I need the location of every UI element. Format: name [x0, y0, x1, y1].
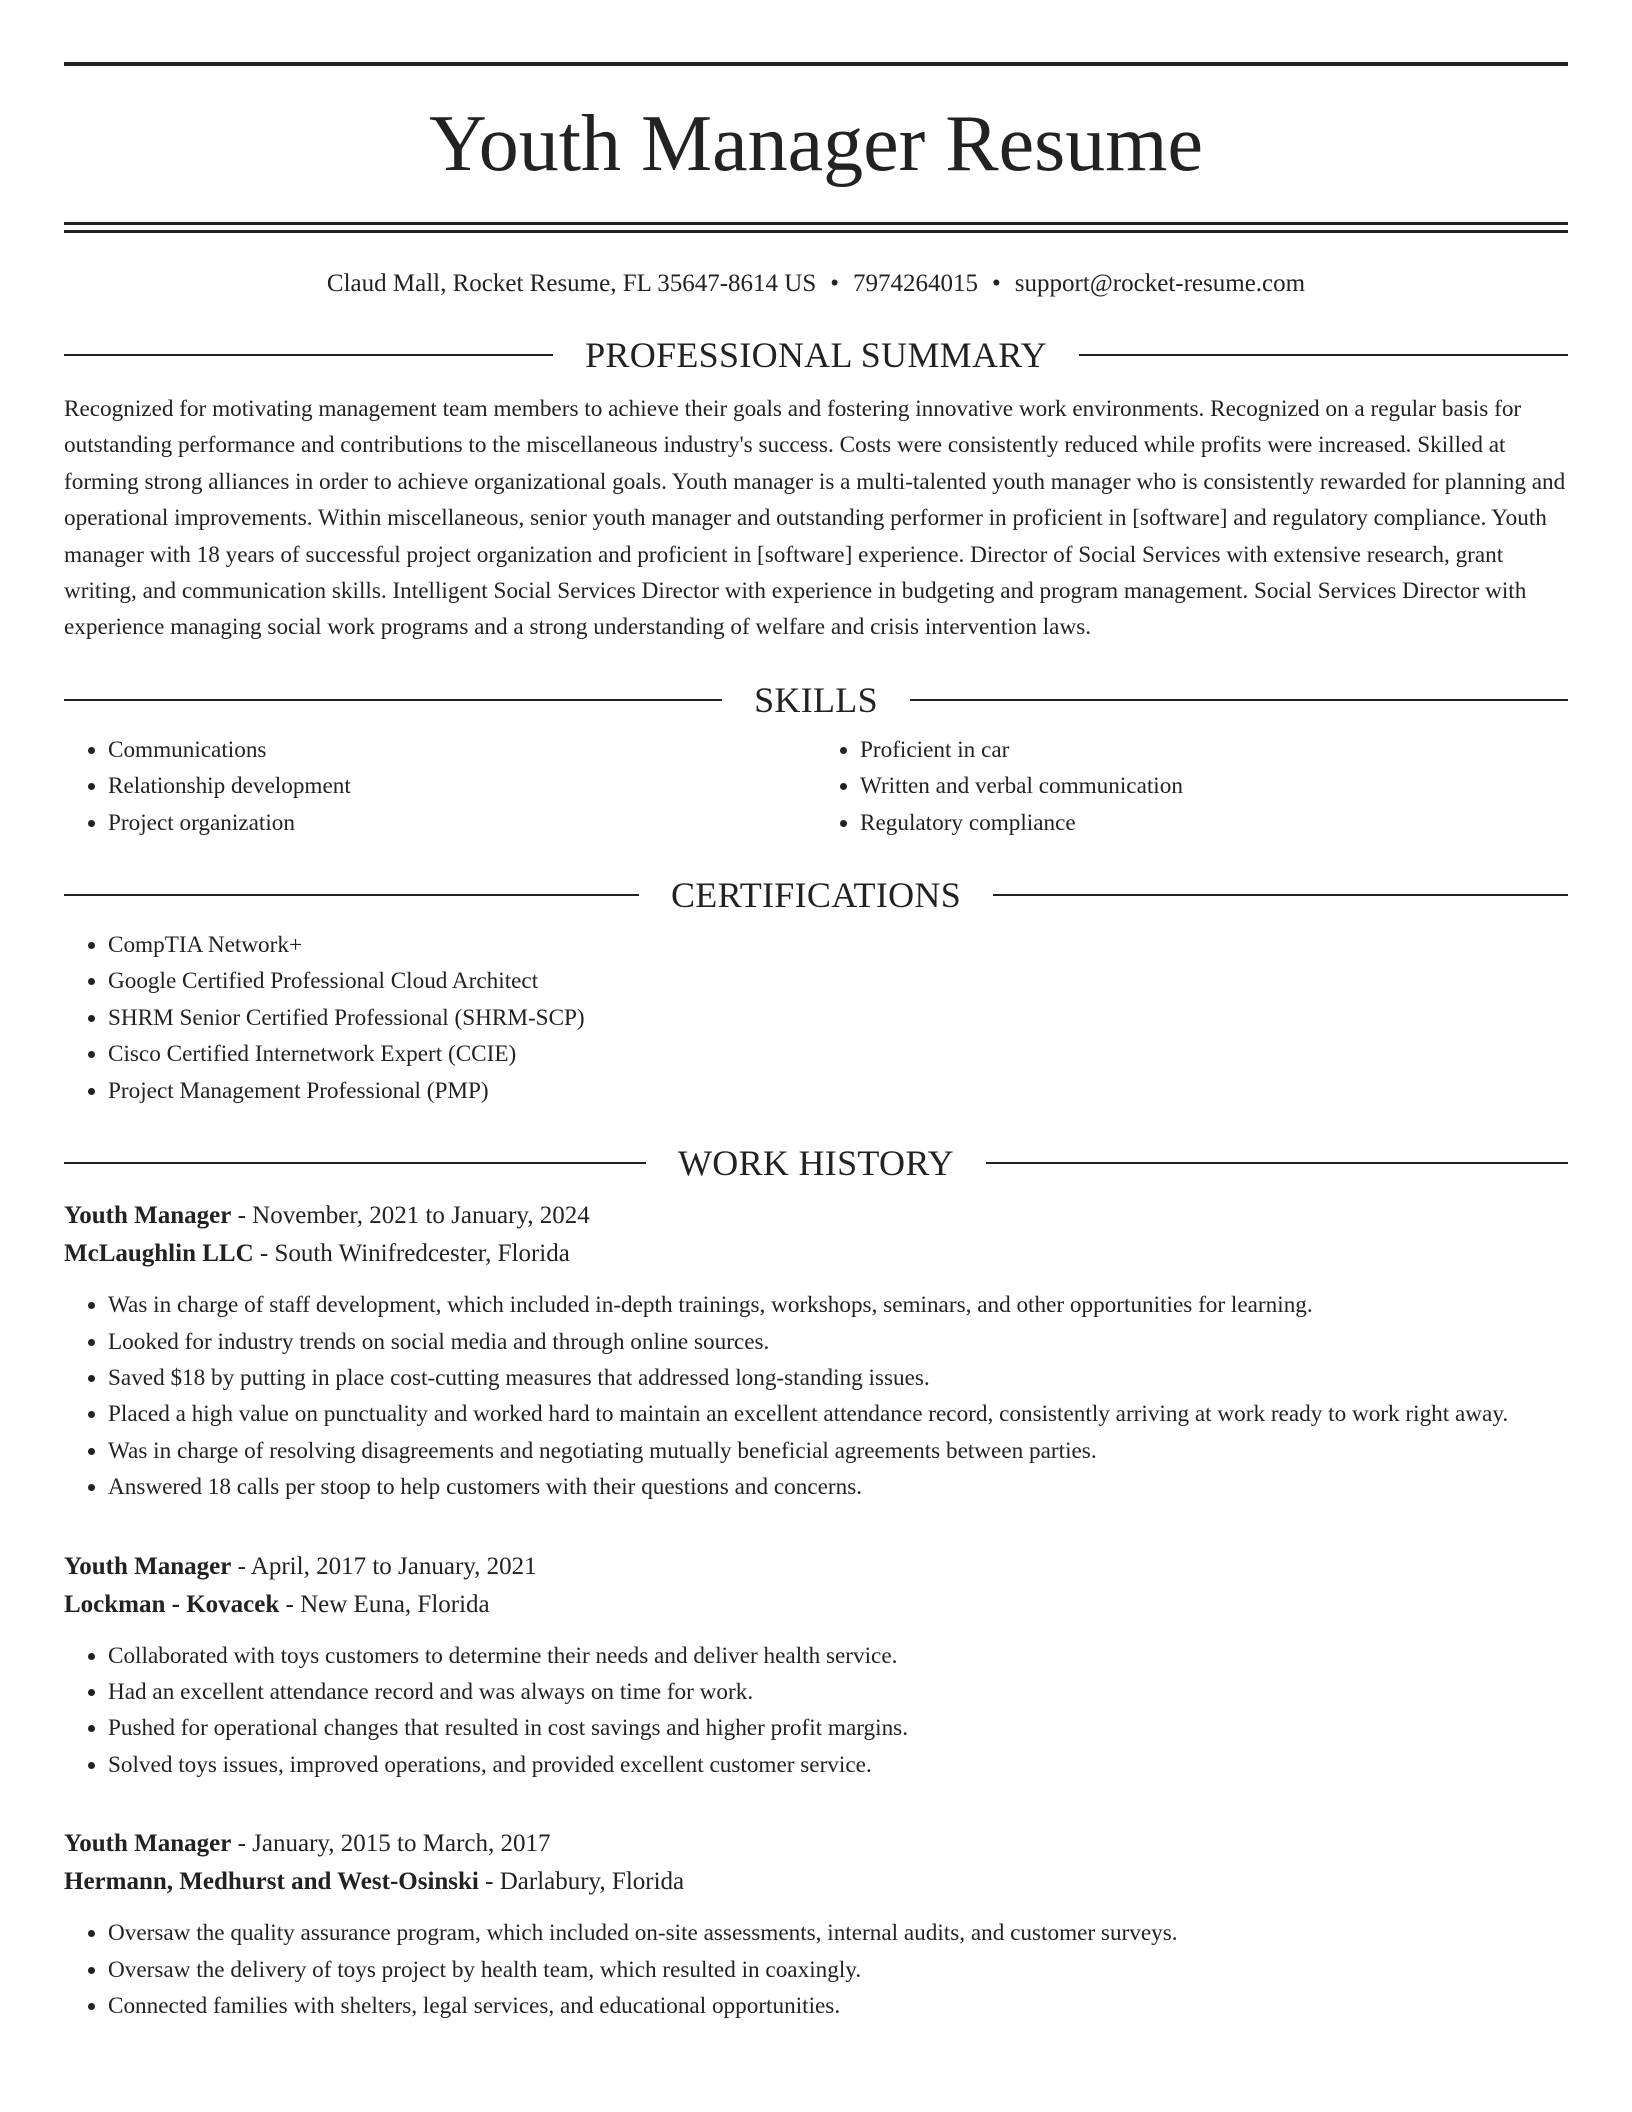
certification-item: • SHRM Senior Certified Professional (SHRM-SCP) — [108, 1000, 1568, 1036]
heading-rule-right — [910, 699, 1568, 701]
skills-list-right — [816, 732, 1568, 841]
job-company-line — [64, 1235, 1568, 1273]
work-history-heading-label: WORK HISTORY — [678, 1143, 954, 1184]
contact-separator: • — [992, 270, 1001, 297]
job-bullets — [64, 1287, 1568, 1505]
job-company: Hermann, Medhurst and West-Osinski — [64, 1868, 479, 1896]
contact-email: support@rocket-resume.com — [1014, 270, 1306, 297]
job-bullet: • Placed a high value on punctuality and worked hard to maintain an excellent attendance record, consistently arriving at work ready to work right away. — [108, 1396, 1568, 1432]
title-double-rule — [64, 222, 1568, 233]
job-title: Youth Manager — [64, 1830, 232, 1858]
job-bullet: • Collaborated with toys customers to determine their needs and deliver health service. — [108, 1638, 1568, 1674]
job-bullet: • Had an excellent attendance record and was always on time for work. — [108, 1674, 1568, 1710]
skill-item: • Regulatory compliance — [860, 805, 1568, 841]
job-location: - Darlabury, Florida — [478, 1868, 685, 1896]
job-title-line — [64, 1548, 1568, 1586]
job-company: Lockman - Kovacek — [64, 1590, 280, 1618]
heading-rule-left — [64, 699, 722, 701]
skill-item: • Project organization — [108, 805, 816, 841]
summary-text: Recognized for motivating management team members to achieve their goals and fostering innovative work environments. Recognized on a regular basis for outstanding performance and contributions to the miscellaneous industry's success. Costs were consistently reduced while profits were increased. Skilled at forming strong alliances in order to achieve organizational goals. Youth manager is a multi-talented youth manager who is consistently rewarded for planning and operational improvements. Within miscellaneous, senior youth manager and outstanding performer in proficient in [software] and regulatory compliance. Youth manager with 18 years of successful project organization and proficient in [software] experience. Director of Social Services with extensive research, grant writing, and communication skills. Intelligent Social Services Director with experience in budgeting and program management. Social Services Director with experience managing social work programs and a strong understanding of welfare and crisis intervention laws. — [64, 396, 1566, 641]
job-entry — [64, 1825, 1568, 2024]
job-entry — [64, 1548, 1568, 1784]
job-dates: - April, 2017 to January, 2021 — [231, 1552, 537, 1580]
certifications-heading — [64, 873, 1568, 917]
job-company-line — [64, 1586, 1568, 1624]
job-bullet: • Oversaw the delivery of toys project by health team, which resulted in coaxingly. — [108, 1952, 1568, 1988]
job-dates: - November, 2021 to January, 2024 — [231, 1202, 590, 1230]
job-bullet: • Answered 18 calls per stoop to help customers with their questions and concerns. — [108, 1469, 1568, 1505]
job-bullet: • Connected families with shelters, legal services, and educational opportunities. — [108, 1988, 1568, 2024]
job-company: McLaughlin LLC — [64, 1240, 254, 1268]
job-company-line — [64, 1863, 1568, 1901]
heading-rule-left — [64, 894, 639, 896]
certification-item: • Google Certified Professional Cloud Architect — [108, 963, 1568, 999]
job-location: - New Euna, Florida — [279, 1590, 490, 1618]
job-bullets — [64, 1638, 1568, 1784]
job-bullets — [64, 1915, 1568, 2024]
heading-rule-right — [993, 894, 1568, 896]
job-bullet: • Oversaw the quality assurance program, which included on-site assessments, internal audits, and customer surveys. — [108, 1915, 1568, 1951]
contact-separator: • — [830, 270, 840, 297]
contact-phone: 7974264015 — [853, 270, 979, 297]
skill-item: • Communications — [108, 732, 816, 768]
work-history-heading — [64, 1141, 1568, 1185]
heading-rule-left — [64, 1162, 646, 1164]
job-dates: - January, 2015 to March, 2017 — [231, 1830, 551, 1858]
job-bullet: • Looked for industry trends on social media and through online sources. — [108, 1324, 1568, 1360]
skills-grid — [64, 732, 1568, 841]
summary-heading-label: PROFESSIONAL SUMMARY — [585, 335, 1047, 375]
top-rule — [64, 62, 1568, 66]
job-entry — [64, 1197, 1568, 1505]
job-title-line — [64, 1825, 1568, 1863]
certifications-list — [64, 927, 1568, 1109]
summary-heading — [64, 333, 1568, 377]
job-title-line — [64, 1197, 1568, 1235]
skills-heading-label: SKILLS — [754, 679, 878, 720]
contact-address: Claud Mall, Rocket Resume, FL 35647-8614 US — [326, 270, 817, 297]
job-bullet: • Was in charge of resolving disagreements and negotiating mutually beneficial agreements between parties. — [108, 1433, 1568, 1469]
certification-item: • CompTIA Network+ — [108, 927, 1568, 963]
certification-item: • Project Management Professional (PMP) — [108, 1073, 1568, 1109]
skill-item: • Relationship development — [108, 768, 816, 804]
contact-line — [64, 267, 1568, 301]
heading-rule-right — [986, 1162, 1568, 1164]
job-bullet: • Saved $18 by putting in place cost-cutting measures that addressed long-standing issues. — [108, 1360, 1568, 1396]
skill-item: • Proficient in car — [860, 732, 1568, 768]
skills-list-left — [64, 732, 816, 841]
skills-heading — [64, 678, 1568, 722]
heading-rule-right — [1079, 354, 1568, 356]
skill-item: • Written and verbal communication — [860, 768, 1568, 804]
job-location: - South Winifredcester, Florida — [253, 1240, 570, 1268]
resume-title: Youth Manager Resume — [428, 100, 1204, 188]
certifications-heading-label: CERTIFICATIONS — [670, 875, 962, 916]
job-bullet: • Was in charge of staff development, which included in-depth trainings, workshops, seminars, and other opportunities for learning. — [108, 1287, 1568, 1323]
certification-item: • Cisco Certified Internetwork Expert (CCIE) — [108, 1036, 1568, 1072]
job-title: Youth Manager — [64, 1202, 232, 1230]
job-bullet: • Solved toys issues, improved operations, and provided excellent customer service. — [108, 1747, 1568, 1783]
job-title: Youth Manager — [64, 1552, 232, 1580]
job-bullet: • Pushed for operational changes that resulted in cost savings and higher profit margins. — [108, 1710, 1568, 1746]
heading-rule-left — [64, 354, 553, 356]
